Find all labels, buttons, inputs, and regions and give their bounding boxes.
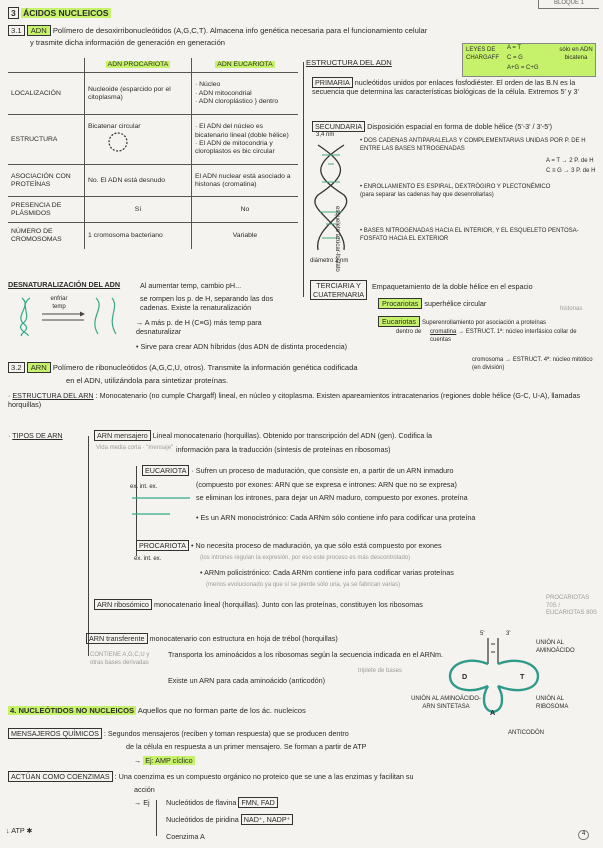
- cell-euc-note: } dentro: [254, 98, 279, 106]
- adn-intro-line2: y trasmite dicha información de generación en generación: [30, 38, 226, 47]
- eucariotas-label: Eucariotas: [378, 316, 420, 327]
- cromosoma-row: cromosoma → ESTRUCT. 4ª: núcleo mitótico (en división): [472, 357, 593, 371]
- arnr-row: [94, 600, 534, 609]
- chargaff-rule-3: A+G = C+G: [507, 65, 539, 71]
- coenzyme-name: Nucleótidos de piridina: [166, 815, 239, 824]
- sec-bullet-3-text: BASES NITROGENADAS HACIA EL INTERIOR, Y EL ESQUELETO PENTOSA-FOSFATO HACIA EL EXTERIOR: [360, 228, 579, 242]
- coenzyme-item: [166, 815, 293, 824]
- cromosoma-label: cromosoma: [472, 357, 504, 363]
- coenzyme-name: Nucleótidos de flavina: [166, 798, 237, 807]
- desnat-arrow-label: enfriar temp: [50, 296, 68, 310]
- arn-estructura-title: ESTRUCTURA DEL ARN: [12, 391, 94, 400]
- cromatina-label: cromatina: [430, 329, 457, 335]
- section-title: ÁCIDOS NUCLEICOS: [23, 8, 109, 18]
- sec-bullet-1-text: DOS CADENAS ANTIPARALELAS Y COMPLEMENTARIAS UNIDAS POR P. DE H ENTRE LAS BASES NITROGENADAS: [360, 138, 586, 152]
- desnat-text1: Al aumentar temp, cambio pH...: [140, 281, 242, 290]
- nonucleic-title-text: 4. NUCLEÓTIDOS NO NUCLEICOS: [10, 706, 135, 715]
- arnr-text: monocatenario lineal (horquillas). Junto con las proteínas, constituyen los ribosomas: [153, 600, 423, 609]
- procariota-faint: (los intrones regulan la expresión, por eso este proceso es más descontrolado): [200, 555, 411, 561]
- terciaria-label: [310, 280, 366, 300]
- coenzyme-name: Coenzima A: [166, 832, 205, 841]
- sec-bullet-2-text: ENROLLAMIENTO ES ESPIRAL, DEXTRÓGIRO Y PLECTONÉMICO (para separar las cadenas hay que desenrollarlas): [360, 184, 551, 198]
- arn-intro: [8, 362, 598, 373]
- arnm-row: [94, 431, 599, 440]
- procariotas-label: Procariotas: [378, 298, 422, 309]
- arnt-text3: Existe un ARN para cada aminoácido (anticodón): [168, 676, 326, 685]
- arn-num: 3.2: [8, 362, 25, 373]
- section-number: 3: [8, 7, 19, 19]
- trna-union-enzyme: UNIÓN AL AMINOÁCIDO-ARN SINTETASA: [411, 696, 481, 710]
- arnm-text1: Lineal monocatenario (horquillas). Obtenido por transcripción del ADN (gen). Codifica la: [152, 431, 432, 440]
- arn-estructura-text: Monocatenario (no cumple Chargaff) lineal, en núcleo y citoplasma. Existen apareamientos intracatenarios (regiones doble hélice (G-C, U-A), llamadas horquillas): [8, 391, 581, 409]
- coenzyme-item: [166, 832, 205, 841]
- secundaria-label: SECUNDARIA: [312, 121, 365, 132]
- cell-pro: Bicatenar circular: [88, 123, 141, 130]
- coenzyme-item: [166, 798, 278, 807]
- coenzimas-ej-text: Ej: [143, 798, 150, 807]
- arnt-faint: CONTIENE A,G,C,U y otras bases derivadas: [90, 652, 150, 666]
- arnm-text2: información para la traducción (síntesis de proteínas en ribosomas): [176, 445, 391, 454]
- tipos-bracket: [88, 436, 89, 656]
- histonas-note: histonas: [560, 306, 583, 312]
- trna-5: 5': [480, 631, 485, 637]
- arnm-faint: Vida media corta · "mensaje": [96, 445, 174, 451]
- coenzyme-chip: NAD⁺, NADP⁺: [241, 814, 294, 825]
- cell-euc: El ADN nuclear está asociado a histonas (cromatina): [192, 165, 299, 197]
- procariotas-text: superhélice circular: [424, 299, 487, 308]
- cell-euc: No: [192, 197, 299, 223]
- eucariota-text1: Sufren un proceso de maduración, que consiste en, a partir de un ARN inmaduro: [195, 466, 454, 475]
- procariota-row: PROCARIOTA • No necesita proceso de maduración, ya que sólo está compuesto por exones: [136, 541, 596, 550]
- arnt-label: ARN transferente: [86, 633, 148, 644]
- adn-intro-line1: Polímero de desoxirribonucleótidos (A,G,C,T). Almacena info genética necesaria para el funcionamiento celular: [52, 26, 428, 35]
- coenzyme-chip: FMN, FAD: [238, 797, 278, 808]
- helix-top: 3,4 nm: [316, 132, 335, 138]
- desnat-title-text: DESNATURALIZACIÓN DEL ADN: [8, 280, 121, 289]
- mensajeros-ej: → Ej: AMP cíclico: [134, 756, 193, 765]
- sec-bullet-3: • BASES NITROGENADAS HACIA EL INTERIOR, Y EL ESQUELETO PENTOSA-FOSFATO HACIA EL EXTERIOR: [360, 228, 579, 242]
- cromatina-row: cromatina → ESTRUCT. 1ª: núcleo interfásico collar de cuentas: [430, 329, 577, 343]
- cromosoma-text: ESTRUCT. 4ª: núcleo mitótico (en división): [472, 357, 593, 371]
- procariota-faint2: (menos evolucionado ya que sí se pierde sólo una, ya se fabrican varias): [206, 582, 401, 588]
- terciaria-text: Empaquetamiento de la doble hélice en el espacio: [372, 282, 533, 291]
- cell-euc: Variable: [192, 223, 299, 249]
- arnt-text1: monocatenario con estructura en hoja de trébol (horquillas): [149, 634, 338, 643]
- arnt-text2: Transporta los aminoácidos a los ribosomas según la secuencia indicada en el ARNm.: [168, 650, 443, 659]
- chargaff-rule-1: A = T: [507, 45, 522, 51]
- coenz-bracket: [156, 800, 157, 836]
- procariotas-row: [378, 298, 486, 309]
- estructura-adn-title-text: ESTRUCTURA DEL ADN: [306, 58, 392, 67]
- secundaria-text: Disposición espacial en forma de doble hélice (5'-3' / 3'-5'): [367, 122, 553, 131]
- tipos-arn-title-text: TIPOS DE ARN: [12, 431, 63, 440]
- primaria-text: nucleótidos unidos por enlaces fosfodiéster. El orden de las B.N es la secuencia que determina las características biológicas de la célula. Extremos 5' y 3': [312, 78, 579, 96]
- eucariotas-row: [378, 316, 598, 328]
- row-label: ASOCIACIÓN CON PROTEÍNAS: [8, 165, 85, 197]
- tipos-arn-title: · TIPOS DE ARN: [8, 431, 63, 440]
- bracket-line: [303, 62, 304, 297]
- secundaria-block: [312, 122, 597, 131]
- helix-diameter: diámetro 2 nm: [310, 258, 349, 264]
- chargaff-note: sólo en ADN bicatena: [559, 47, 593, 61]
- trna-union-amino: UNIÓN AL AMINOÁCIDO: [536, 640, 575, 654]
- eucariota-mono-text: Es un ARN monocistrónico: Cada ARNm sólo contiene info para codificar una proteína: [200, 513, 476, 522]
- cromatina-text: ESTRUCT. 1ª: núcleo interfásico collar de cuentas: [430, 329, 577, 343]
- exint-2: ex. int. ex.: [134, 556, 162, 562]
- nonucleic-title: [8, 706, 306, 715]
- trna-d: D: [462, 672, 468, 681]
- desnat-text4: • Sirve para crear ADN híbridos (dos ADN de distinta procedencia): [136, 342, 348, 351]
- mensajeros-label: MENSAJEROS QUÍMICOS: [8, 728, 102, 739]
- desnat-text3: → A más p. de H (C≡G) más temp para desnaturalizar: [136, 318, 262, 336]
- coenzimas-row: ACTÚAN COMO COENZIMAS : Una coenzima es un compuesto orgánico no proteico que se une a las enzimas y facilitan su: [8, 772, 598, 781]
- primaria-block: [312, 78, 597, 96]
- cell-euc: · Núcleo · ADN mitocondrial · ADN cloroplástico: [195, 81, 253, 106]
- cell-pro: 1 cromosoma bacteriano: [85, 223, 192, 249]
- eucariota-mono: • Es un ARN monocistrónico: Cada ARNm sólo contiene info para codificar una proteína: [196, 513, 476, 522]
- trna-a: A: [490, 708, 496, 717]
- chargaff-rule-2: C = G: [507, 55, 523, 61]
- page-number: 4: [578, 830, 589, 840]
- arnr-side: PROCARIOTAS 70S / EUCARIOTAS 80S: [546, 595, 597, 616]
- row-label: PRESENCIA DE PLÁSMIDOS: [8, 197, 85, 223]
- row-label: ESTRUCTURA: [8, 115, 85, 165]
- corner-tag: BLOQUE 1: [538, 0, 599, 9]
- terciaria-label-text: TERCIARIA Y CUATERNARIA: [310, 280, 367, 300]
- cell-euc: · El ADN del núcleo es bicatenario lineal (doble hélice) · El ADN de mitocondria y cloroplastos es bic circular: [192, 115, 299, 165]
- desnat-title: [8, 280, 120, 289]
- sec-bullet-2: • ENROLLAMIENTO ES ESPIRAL, DEXTRÓGIRO Y PLECTONÉMICO (para separar las cadenas hay que desenrollarlas): [360, 184, 551, 198]
- pair-at: A = T → 2 P. de H: [546, 158, 594, 164]
- arn-intro-line1: Polímero de ribonucleótidos (A,G,C,U, otros). Transmite la información genética codificada: [52, 363, 358, 372]
- coenzimas-label: ACTÚAN COMO COENZIMAS: [8, 771, 113, 782]
- section-header: [8, 8, 111, 19]
- mensajeros-row: MENSAJEROS QUÍMICOS : Segundos mensajeros (reciben y toman respuesta) que se producen dentro: [8, 729, 528, 738]
- primaria-label: PRIMARIA: [312, 77, 353, 88]
- adn-label: ADN: [27, 25, 51, 36]
- eucariota-text3: se eliminan los intrones, para dejar un ARN maduro, compuesto por exones. proteína: [196, 493, 468, 502]
- procariota-label: PROCARIOTA: [136, 540, 189, 551]
- eucariotas-text: Superenrollamiento por asociación a proteínas: [421, 320, 547, 326]
- eucariota-label: EUCARIOTA: [142, 465, 189, 476]
- arn-intro-line2: en el ADN, utilizándola para sintetizar proteínas.: [66, 376, 229, 385]
- cell-pro: Nucleoide (esparcido por el citoplasma): [85, 73, 192, 115]
- eucariota-text2: (compuesto por exones: ARN que se expresa e intrones: ARN que no se expresa): [196, 480, 457, 489]
- coenzimas-ej: → Ej: [134, 798, 150, 807]
- helix-vertical-label: esqueleto azúcar-fosfato: [334, 206, 340, 272]
- exint-1: ex. int. ex.: [130, 484, 158, 490]
- atp-note: ↓ ATP ✱: [6, 826, 33, 835]
- procariota-poli: • ARNm policistrónico: Cada ARNm contiene info para codificar varias proteínas: [200, 568, 454, 577]
- arnr-label: ARN ribosómico: [94, 599, 152, 610]
- sec-bullet-1: • DOS CADENAS ANTIPARALELAS Y COMPLEMENTARIAS UNIDAS POR P. DE H ENTRE LAS BASES NITROGENADAS: [360, 138, 586, 152]
- arnm-label: ARN mensajero: [94, 430, 151, 441]
- adn-comparison-table: [8, 58, 298, 249]
- eucariota-row: EUCARIOTA · Sufren un proceso de maduración, que consiste en, a partir de un ARN inmaduro: [142, 466, 597, 475]
- arnt-triplet: triplete de bases: [358, 668, 403, 674]
- mensajeros-text1: Segundos mensajeros (reciben y toman respuesta) que se producen dentro: [107, 729, 349, 738]
- arnt-row: [86, 634, 446, 643]
- trna-anticodon: ANTICODÓN: [508, 730, 544, 736]
- estructura-adn-title: [306, 58, 392, 67]
- maduracion-diagram: [130, 494, 194, 522]
- row-label: NÚMERO DE CROMOSOMAS: [8, 223, 85, 249]
- procariota-text1: No necesita proceso de maduración, ya que sólo está compuesto por exones: [195, 541, 442, 550]
- cell-pro: Sí: [85, 197, 192, 223]
- arn-label: ARN: [27, 362, 51, 373]
- pair-cg: C ≡ G → 3 P. de H: [546, 168, 596, 174]
- mensajeros-ej-text: Ej: AMP cíclico: [145, 756, 193, 765]
- adn-num: 3.1: [8, 25, 25, 36]
- cell-pro: No. El ADN está desnudo: [85, 165, 192, 197]
- coenzimas-text2: acción: [134, 785, 155, 794]
- desnat-text2: se rompen los p. de H, separando las dos cadenas. Existe la renaturalización: [140, 294, 274, 312]
- desnat-text3-span: A más p. de H (C≡G) más temp para desnaturalizar: [136, 318, 262, 336]
- chargaff-title: LEYES DE CHARGAFF: [466, 47, 499, 61]
- desnat-text4-span: Sirve para crear ADN híbridos (dos ADN de distinta procedencia): [140, 342, 348, 351]
- procariota-poli-text: ARNm policistrónico: Cada ARNm contiene info para codificar varias proteínas: [204, 568, 454, 577]
- row-label: LOCALIZACIÓN: [8, 73, 85, 115]
- nonucleic-text: Aquellos que no forman parte de los ác. nucleicos: [137, 706, 306, 715]
- dentro-label: dentro de: [396, 329, 422, 335]
- trna-3: 3': [506, 631, 511, 637]
- circular-dna-icon: [88, 131, 128, 153]
- adn-intro: [8, 25, 598, 36]
- arn-estructura: · ESTRUCTURA DEL ARN : Monocatenario (no cumple Chargaff) lineal, en núcleo y citoplasma. Existen apareamientos intracatenarios (regiones doble hélice (G-C, U-A), llamadas horquillas): [8, 391, 581, 409]
- mensajeros-text2: de la célula en respuesta a un primer mensajero. Se forman a partir de ATP: [126, 742, 367, 751]
- coenzimas-text1: Una coenzima es un compuesto orgánico no proteico que se une a las enzimas y facilitan su: [118, 772, 414, 781]
- trna-t: T: [520, 672, 525, 681]
- col-procariota: ADN PROCARIOTA: [107, 61, 169, 68]
- trna-union-ribo: UNIÓN AL RIBOSOMA: [536, 696, 569, 710]
- chargaff-box: [462, 43, 596, 77]
- double-helix-icon: [308, 140, 354, 260]
- col-eucariota: ADN EUCARIOTA: [217, 61, 273, 68]
